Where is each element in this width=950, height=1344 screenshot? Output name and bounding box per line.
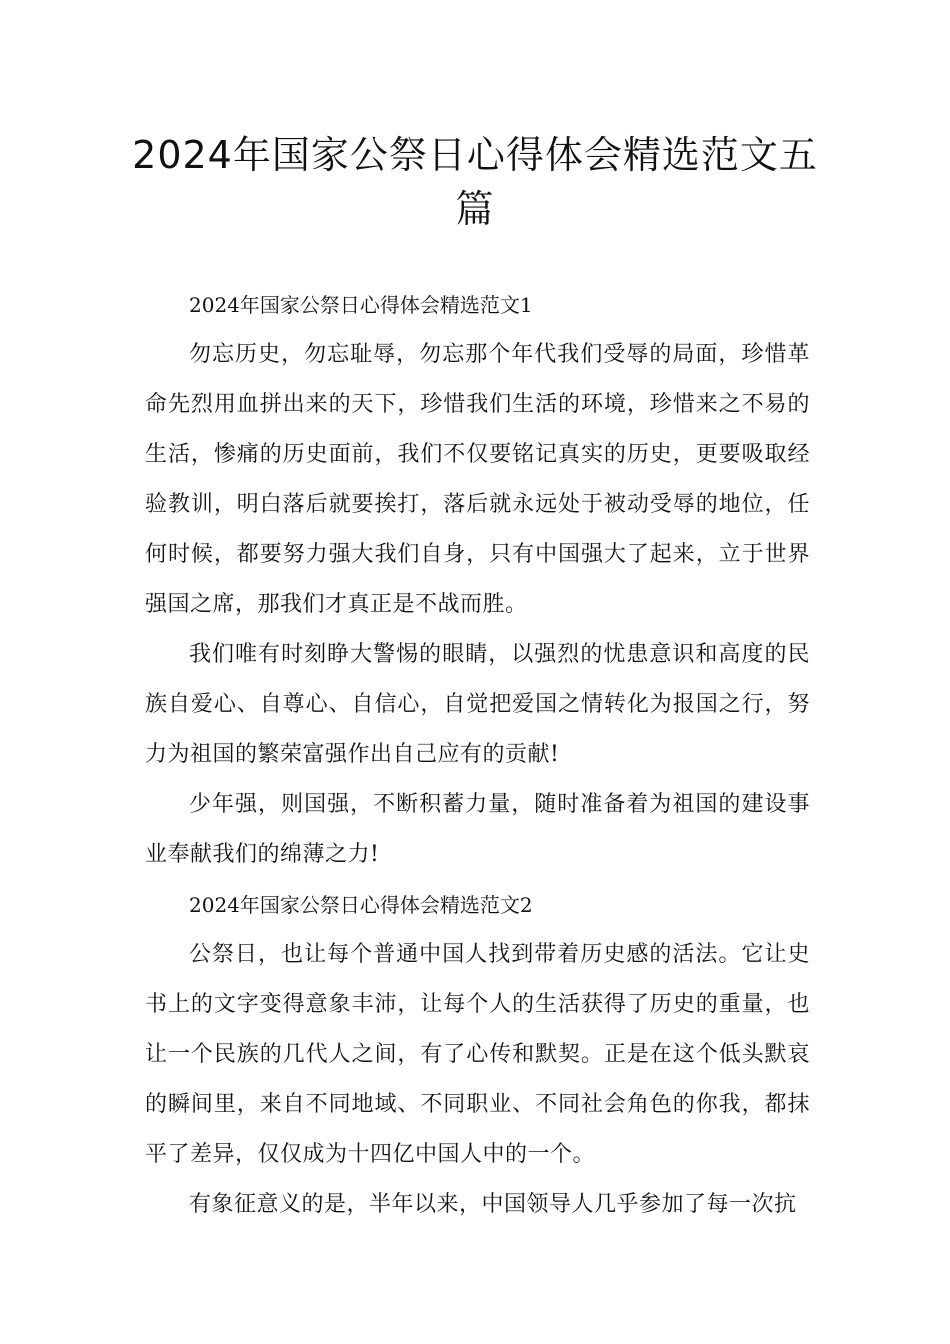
section-heading-2: 2024年国家公祭日心得体会精选范文2: [189, 893, 533, 917]
paragraph: 勿忘历史，勿忘耻辱，勿忘那个年代我们受辱的局面，珍惜革命先烈用血拼出来的天下，珍惜我们生活的环境，珍惜来之不易的生活，惨痛的历史面前，我们不仅要铭记真实的历史，更要吸取经验教训，明白落后就要挨打，落后就永远处于被动受辱的地位，任何时候，都要努力强大我们自身，只有中国强大了起来，立于世界强国之席，那我们才真正是不战而胜。: [145, 342, 810, 617]
paragraph: 少年强，则国强，不断积蓄力量，随时准备着为祖国的建设事业奉献我们的绵薄之力!: [145, 792, 810, 867]
paragraph: 有象征意义的是，半年以来，中国领导人几乎参加了每一次抗: [189, 1192, 797, 1217]
paragraph: 公祭日，也让每个普通中国人找到带着历史感的活法。它让史书上的文字变得意象丰沛，让每个人的生活获得了历史的重量，也让一个民族的几代人之间，有了心传和默契。正是在这个低头默哀的瞬间里，来自不同地域、不同职业、不同社会角色的你我，都抹平了差异，仅仅成为十四亿中国人中的一个。: [145, 942, 810, 1167]
document-body: [145, 280, 810, 1230]
paragraph: 我们唯有时刻睁大警惕的眼睛，以强烈的忧患意识和高度的民族自爱心、自尊心、自信心，自觉把爱国之情转化为报国之行，努力为祖国的繁荣富强作出自己应有的贡献!: [145, 642, 810, 767]
document-title: 2024年国家公祭日心得体会精选范文五篇: [132, 133, 818, 231]
section-heading-1: 2024年国家公祭日心得体会精选范文1: [189, 293, 533, 317]
